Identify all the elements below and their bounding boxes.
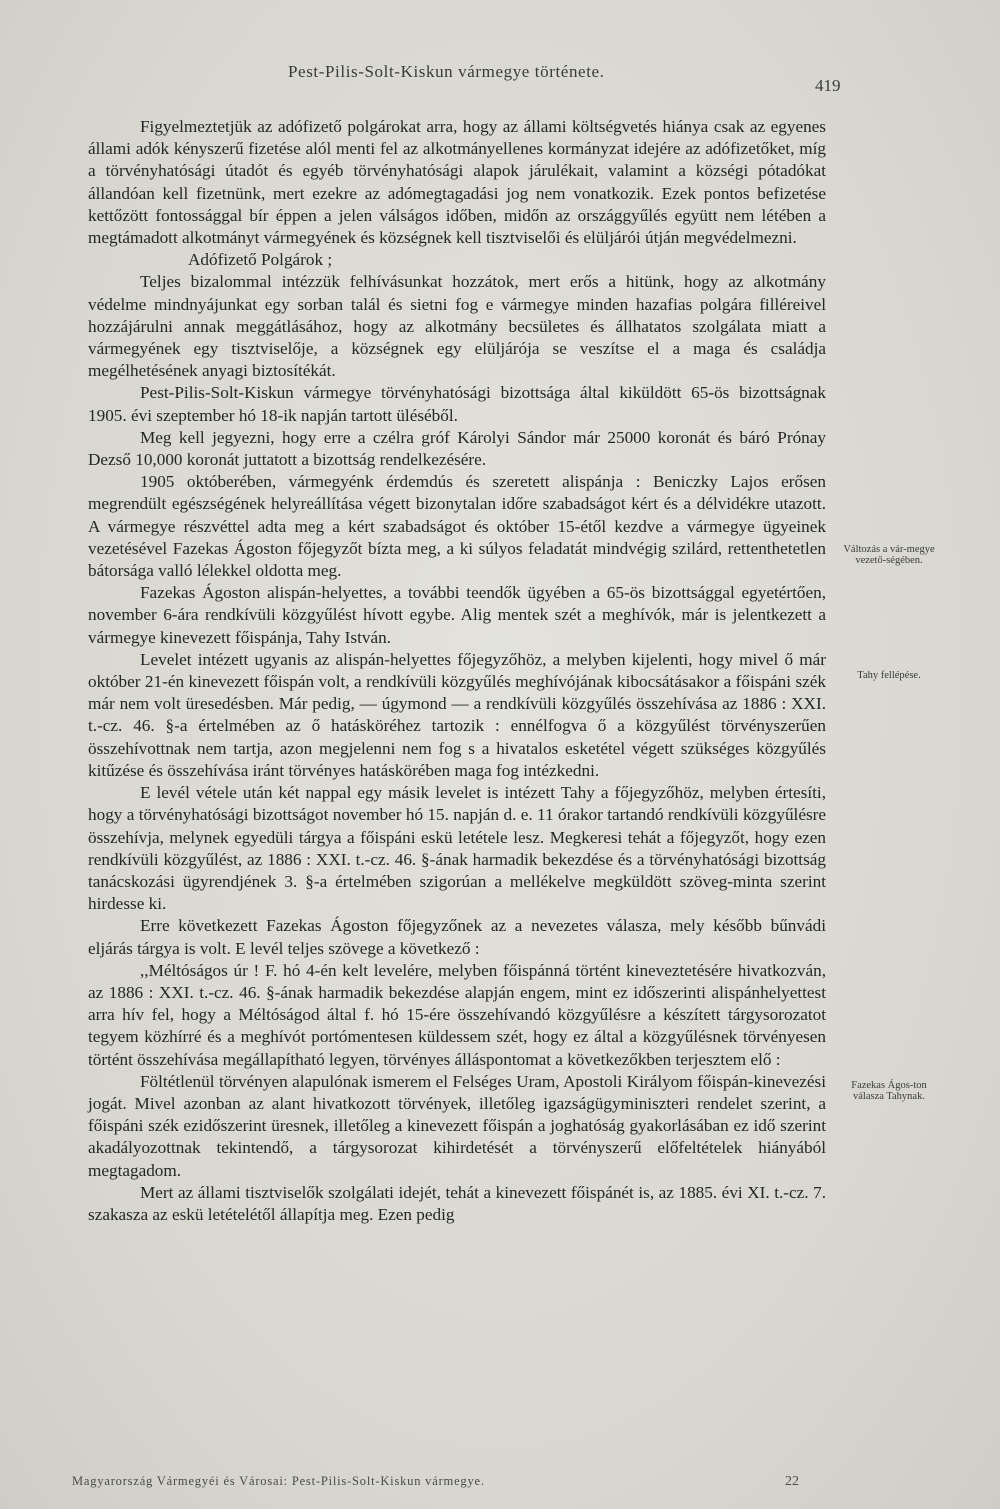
paragraph: E levél vétele után két nappal egy másik levelet is intézett Tahy a főjegyzőhöz, melyben értesíti, hogy a törvényhatósági bizottságot november hó 15. napján d. e. 11 órakor tartandó rendkívüli közgyűlésre összehívja, melynek egyedüli tárgya a főispáni eskü letétele lesz. Megkeresi tehát a főjegyzőt, hogy ezen rendkívüli közgyűlést, az 1886 : XXI. t.-cz. 46. §-ának harmadik bekezdése és a törvényhatósági bizottság tanácskozási ügyrendjének 3. §-a értelmében szigorúan a mellékelve megküldött szöveg-minta szerint hirdesse ki. (88, 783, 826, 914)
paragraph-signature: Pest-Pilis-Solt-Kiskun vármegye törvényhatósági bizottsága által kiküldött 65-ös bizottságnak 1905. évi szeptember hó 18-ik napján tartott üléséből. (88, 383, 826, 425)
page-footer: Magyarország Vármegyéi és Városai: Pest-Pilis-Solt-Kiskun vármegye. (72, 1474, 485, 1488)
paragraph-quote: Mert az állami tisztviselők szolgálati idejét, tehát a kinevezett főispánét is, az 1885. évi XI. t.-cz. 7. szakasza az eskü letételétől állapítja meg. Ezen pedig (88, 1182, 826, 1224)
paragraph: Levelet intézett ugyanis az alispán-helyettes főjegyzőhöz, a melyben kijelenti, hogy mivel ő már október 21-én kinevezett főispán volt, a rendkívüli közgyűlés meghívójának kibocsátásakor a főispáni szék már nem volt üresedésben. Már pedig, — úgymond — a rendkívüli közgyűlés összehívása az 1886 : XXI. t.-cz. 46. §-a értelmében az ő hatásköréhez tartozik : ennélfogva ő a közgyűlést törvényszerűen összehívottnak nem tartja, azon megjelenni nem fog s a hivatalos esketétel végett szükséges közgyűlés kitűzése és összehívása iránt törvényes hatáskörében maga fog intézkedni. (88, 649, 826, 780)
page-number: 419 (815, 76, 841, 95)
paragraph-quote: ,,Méltóságos úr ! F. hó 4-én kelt levelére, melyben főispánná történt kineveztetésére hivatkozván, az 1886 : XXI. t.-cz. 46. §-ának harmadik bekezdése alapján engem, mint ez időszerinti alispánhelyettest arra hív fel, hogy a Méltóságod által f. hó 15-ére összehívandó közgyűlésre a készített tárgysorozatot tegyem közhírré és a meghívót portómentesen küldessem szét, hogy ez által a közgyűlésnek törvényesen történt összehívása megállapítható legyen, törvényes álláspontomat a következőkben terjesztem elő : (88, 960, 826, 1069)
paragraph: Meg kell jegyezni, hogy erre a czélra gróf Károlyi Sándor már 25000 koronát és báró Prónay Dezső 10,000 koronát juttatott a bizottság rendelkezésére. (88, 427, 826, 470)
paragraph: Fazekas Ágoston alispán-helyettes, a további teendők ügyében a 65-ös bizottsággal egyetértően, november 6-ára rendkívüli közgyűlést hívott egybe. Alig mentek szét a meghívók, már is jelentkezett a vármegye kinevezett főispánja, Tahy István. (88, 583, 826, 647)
page-header (0, 62, 1000, 95)
paragraph: Erre következett Fazekas Ágoston főjegyzőnek az a nevezetes válasza, mely később bűnvádi eljárás tárgya is volt. E levél teljes szövege a következő : (88, 916, 826, 958)
margin-note-tahy: Tahy fellépése. (857, 670, 921, 681)
paragraph: Teljes bizalommal intézzük felhívásunkat hozzátok, mert erős a hitünk, hogy az alkotmány védelme mindnyájunkat egy sorban talál és sietni fog e vármegye minden hazafias polgára filléreivel hozzájárulni annak meggátlásához, hogy az alkotmány becsületes és állhatatos szolgálata miatt a vármegyének egy tisztviselője, a községnek egy elüljárója se veszítse el a maga és családja megélhetésének anyagi biztosítékát. (88, 272, 826, 381)
running-title: Pest-Pilis-Solt-Kiskun vármegye története. (288, 62, 605, 81)
signature-number: 22 (785, 1474, 799, 1489)
paragraph: 1905 októberében, vármegyénk érdemdús és szeretett alispánja : Beniczky Lajos erősen megrendült egészségének helyreállítása végett bizonytalan időre szabadságot kért és a délvidékre utazott. A vármegye részvéttel adta meg a kért szabadságot és október 15-étől kezdve a vármegye ügyeinek vezetésével Fazekas Ágoston főjegyzőt bízta meg, a ki súlyos feladatát mindvégig szilárd, rettenthetetlen bátorsága valló lélekkel oldotta meg. (88, 472, 826, 581)
margin-note-leadership-change: Változás a vár-megye vezető-ségében. (843, 544, 935, 566)
body-text (88, 116, 826, 1226)
paragraph-salutation: Adófizető Polgárok ; (188, 250, 333, 270)
paragraph-quote: Föltétlenül törvényen alapulónak ismerem el Felséges Uram, Apostoli Királyom főispán-kinevezési jogát. Mivel azonban az alant hivatkozott törvények, illetőleg igazságügyminiszteri rendelet szerint, a főispáni szék ezidőszerint üresnek, illetőleg a kinevezett főispán a joghatóság gyakorlásában ez idő szerint akadályozottnak tekintendő, a tárgysorozat kihirdetését a törvényszerű előfeltételek hiányából megtagadom. (88, 1071, 826, 1180)
margin-note-fazekas-reply: Fazekas Ágos-ton válasza Tahynak. (851, 1080, 927, 1102)
paragraph: Figyelmeztetjük az adófizető polgárokat arra, hogy az állami költségvetés hiánya csak az egyenes állami adók kényszerű fizetése alól menti fel az alkotmányellenes kormányzat idejére az adófizetőket, míg a törvényhatósági útadót és egyéb törvényhatósági alapok járulékait, valamint a községi pótadókat állandóan kell fizetnünk, mert ezekre az adómegtagadási jog nem vonatkozik. Ezek pontos befizetése kettőzött fontossággal bír éppen a jelen válságos időben, midőn az országgyűlés együtt nem létében a megtámadott alkotmányt vármegyének és községnek kell tisztviselői és elüljárói útján megvédelmezni. (88, 117, 826, 248)
